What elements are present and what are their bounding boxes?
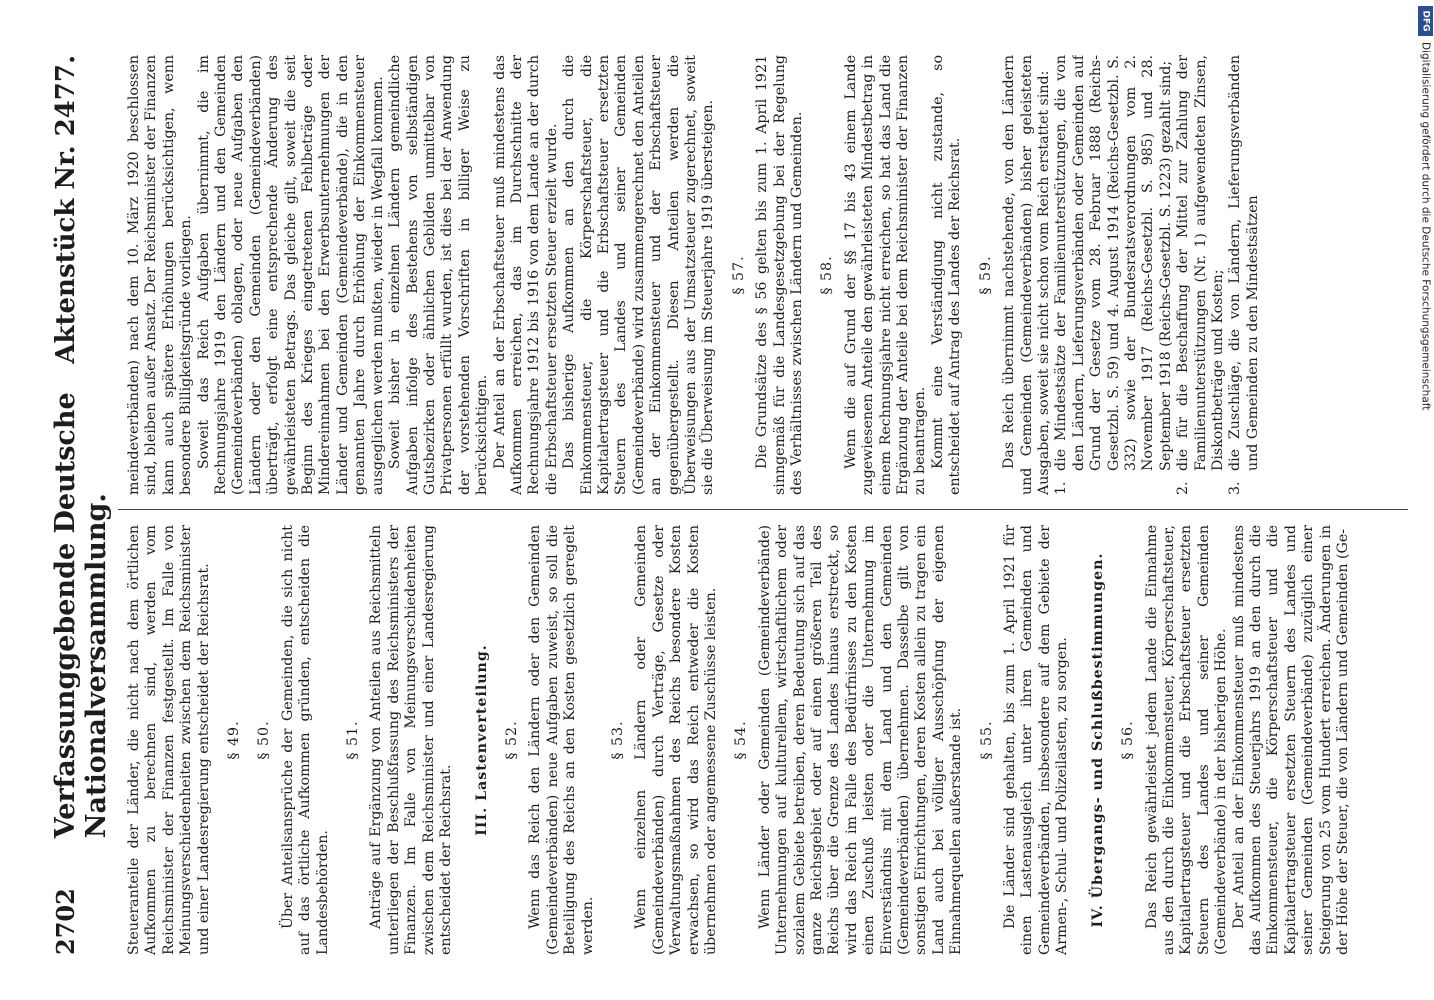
section-58-text-b: Kommt eine Verständigung nicht zustande, so entscheidet auf Antrag des Landes der Reichsrat. [929,55,964,495]
section-56-heading: § 56. [1120,720,1137,760]
section-55-heading: § 55. [978,720,995,760]
section-58-heading: § 58. [819,255,836,295]
section-50-heading: § 50. [256,720,273,760]
paragraph-bisherige-aufkommen: Das bisherige Aufkommen an den durch die Einkommensteuer, die Körperschaftsteuer, die Kapitalertragsteuer und die Erbschaftsteuer ersetzten Steuern des Landes und seiner Gemeinden (Gemeindeverbände) wird zusammengerechnet den Anteilen an der Einkommensteuer und der Erbschaftsteuer gegenübergestellt. Diesen Anteilen werden die Überweisungen aus der Umsatzsteuer zugerechnet, soweit sie die Überweisung im Steuerjahre 1919 übersteigen. [561,55,717,495]
section-53-text: Wenn einzelnen Ländern oder Gemeinden (Gemeindeverbänden) durch Verträge, Gesetze oder Verwaltungsmaßnahmen des Reichs besondere Kosten erwachsen, so wird das Reich entweder die Kosten übernehmen oder angemessene Zuschüsse leisten. [633,525,719,955]
watermark-text: Digitalisierung gefördert durch die Deutsche Forschungsgemeinschaft [1419,42,1432,411]
section-59-list [1053,55,1262,495]
rotated-scanned-page [22,25,1422,985]
list-item-text: die Zuschläge, die von Ländern, Lieferungsverbänden und Gemeinden zu den Mindestsätzen [1227,55,1261,471]
page-number: 2702 [51,888,80,955]
section-56-text-a: Das Reich gewährleistet jedem Lande die Einnahme aus den durch die Einkommensteuer, Körperschaftsteuer, Kapitalertragsteuer und die Erbschaftsteuer ersetzten Steuern des Landes und seiner Gemeinden (Gemeindeverbände) in der bisherigen Höhe. [1143,525,1230,955]
document-number: Aktenstück Nr. 2477. [51,55,81,364]
paragraph-erbschaftsteuer: Der Anteil an der Erbschaftsteuer muß mindestens das Aufkommen erreichen, das im Durchschnitte der Rechnungsjahre 1912 bis 1916 von dem Lande an der durch die Erbschaftsteuer ersetzten Steuer erzielt wurde. [491,55,560,495]
section-52-heading: § 52. [503,720,520,760]
dfg-logo-text: DFG [1420,10,1431,32]
running-title: Verfassunggebende Deutsche Nationalversammlung. [50,392,112,839]
list-item-number: 3. [1227,481,1244,495]
section-59-heading: § 59. [977,255,994,295]
column-divider [118,509,1408,510]
digitization-watermark [1417,6,1434,706]
section-59-text: Das Reich übernimmt nachstehende, von den Ländern und Gemeinden (Gemeindeverbänden) bisher geleisteten Ausgaben, soweit sie nicht schon vom Reich erstattet sind: [1001,55,1052,495]
paragraph-intro: Steueranteile der Länder, die nicht nach dem örtlichen Aufkommen zu berechnen sind, werden vom Reichsminister der Finanzen festgestellt. Im Falle von Meinungsverschiedenheiten zwischen dem Reichsminister und einer Landesregierung entscheidet der Reichsrat. [126,525,212,955]
section-56-text-b: Der Anteil an der Einkommensteuer muß mindestens das Aufkommen des Steuerjahrs 1919 an den durch die Einkommensteuer, die Körperschaftsteuer und die Kapitalertragsteuer ersetzten Steuern des Landes und seiner Gemeinden (Gemeindeverbände) zuzüglich einer Steigerung von 25 vom Hundert erreichen. Änderungen in der Höhe der Steuer, die von Ländern und Gemeinden (Ge- [1230,525,1351,955]
paragraph-soweit: Soweit das Reich Aufgaben übernimmt, die im Rechnungsjahre 1919 den Ländern und den Gemeinden (Gemeindeverbänden) oblagen, oder neue Aufgaben den Ländern oder den Gemeinden (Gemeindeverbänden) überträgt, erfolgt eine entsprechende Änderung des gewährleisteten Betrags. Das gleiche gilt, soweit die seit Beginn des Krieges eingetretenen Fehlbeträge oder Mindereinnahmen bei den Erwerbsunternehmungen der Länder und Gemeinden (Gemeindeverbände), die in den genannten Jahre durch Erhöhung der Einkommensteuer ausgeglichen werden mußten, wieder in Wegfall kommen. [195,55,386,495]
part-4-heading: IV. Übergangs- und Schlußbestimmungen. [1089,552,1106,928]
section-54-text: Wenn Länder oder Gemeinden (Gemeindeverbände) Unternehmungen auf kulturellem, wirtschaftlichem oder sozialem Gebiete betreiben, deren Bedeutung sich auf das ganze Reichsgebiet oder auf einen größeren Teil des Reichs über die Grenze des Landes hinaus erstreckt, so wird das Reich im Falle des Bedürfnisses zu den Kosten einen Zuschuß leisten oder die Unternehmung im Einverständnis mit dem Land und den Gemeinden (Gemeindeverbänden) übernehmen. Dasselbe gilt von sonstigen Einrichtungen, deren Kosten allein zu tragen ein Land auch bei völliger Ausschöpfung der eigenen Einnahmequellen außerstande ist. [756,525,965,955]
page-header [50,55,110,955]
section-51-text: Anträge auf Ergänzung von Anteilen aus Reichsmitteln unterliegen der Beschlußfassung des Reichsministers der Finanzen. Im Falle von Meinungsverschiedenheiten zwischen dem Reichsminister und einer Landesregierung entscheidet der Reichsrat. [368,525,455,955]
section-53-heading: § 53. [609,720,626,760]
right-column [126,55,1406,495]
section-54-heading: § 54. [733,720,750,760]
list-item [1227,55,1262,495]
section-50-text: Über Anteilsansprüche der Gemeinden, die sich nicht auf das örtliche Aufkommen gründen, entscheiden die Landesbehörden. [279,525,331,955]
section-55-text: Die Länder sind gehalten, bis zum 1. April 1921 für einen Lastenausgleich unter ihren Gemeinden und Gemeindeverbänden, insbesondere auf dem Gebiete der Armen-, Schul- und Polizeilasten, zu sorgen. [1002,525,1071,955]
section-57-heading: § 57. [730,255,747,295]
list-item [1053,55,1175,495]
section-49-heading: § 49. [226,720,243,760]
part-3-heading: III. Lastenverteilung. [473,644,490,836]
list-item-number: 2. [1175,481,1192,495]
section-52-text: Wenn das Reich den Ländern oder den Gemeinden (Gemeindeverbänden) neue Aufgaben zuweist, so soll die Beteiligung des Reichs an den Kosten gesetzlich geregelt werden. [527,525,596,955]
paragraph-continued: meindeverbänden) nach dem 10. März 1920 beschlossen sind, bleiben außer Ansatz. Der Reichsminister der Finanzen kann auch spätere Erhöhungen berücksichtigen, wenn besondere Billigkeitsgründe vorliegen. [126,55,195,495]
section-58-text-a: Wenn die auf Grund der §§ 17 bis 43 einem Lande zugewiesenen Anteile den gewährleisteten Mindestbetrag in einem Rechnungsjahre nicht erreichen, so hat das Land die Ergänzung der Anteile bei dem Reichsminister der Finanzen zu beantragen. [842,55,929,495]
left-column [126,525,1406,955]
paragraph-soweit-bisher: Soweit bisher in einzelnen Ländern gemeindliche Aufgaben infolge des Bestehens von selbständigen Gutsbezirken oder ähnlichen Gebilden unmittelbar von Privatpersonen erfüllt wurden, ist dies bei der Anwendung der vorstehenden Vorschriften in billiger Weise zu berücksichtigen. [387,55,491,495]
list-item-number: 1. [1053,481,1070,495]
list-item-text: die Mindestsätze der Familienunterstützungen, die von den Ländern, Lieferungsverbänden oder Gemeinden auf Grund der Gesetze vom 28. Februar 1888 (Reichs-Gesetzbl. S. 59) und 4. August 1914 (Reichs-Gesetzbl. S. 332) sowie der Bundesratsverordnungen vom 2. November 1917 (Reichs-Gesetzbl. S. 985) und 28. September 1918 (Reichs-Gesetzbl. S. 1223) gezahlt sind; [1053,55,1174,471]
section-57-text: Die Grundsätze des § 56 gelten bis zum 1. April 1921 sinngemäß für die Landesgesetzgebung bei der Regelung des Verhältnisses zwischen Ländern und Gemeinden. [754,55,806,495]
dfg-logo [1418,6,1433,36]
section-51-heading: § 51. [345,720,362,760]
list-item-text: die für die Beschaffung der Mittel zur Zahlung der Familienunterstützungen (Nr. 1) aufgewendeten Zinsen, Diskontbeträge und Kosten; [1175,55,1226,471]
list-item [1175,55,1227,495]
